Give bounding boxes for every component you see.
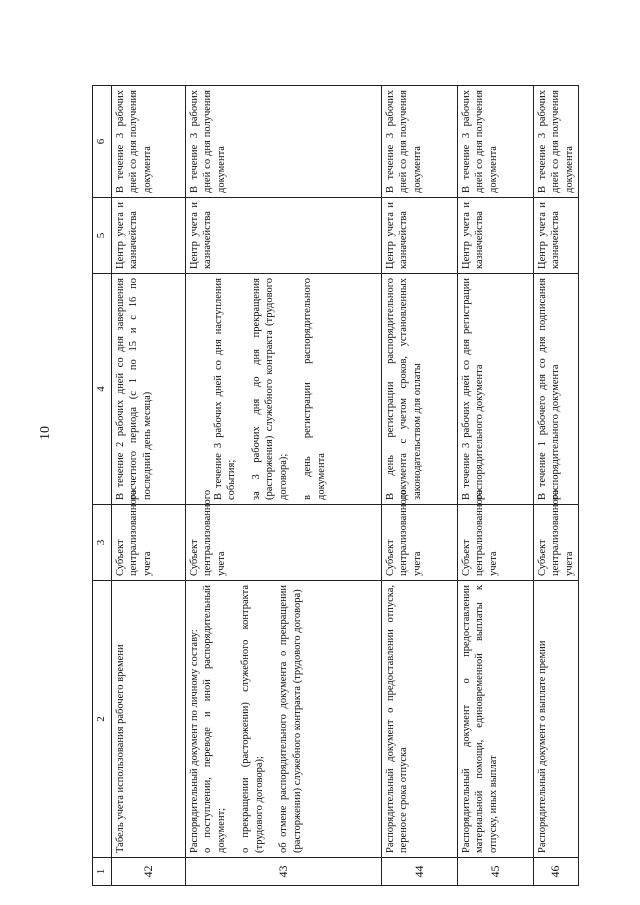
- row-number: 46: [534, 858, 579, 886]
- header-row: [93, 86, 112, 886]
- recipient-cell: Центр учета и казначейства: [186, 198, 382, 274]
- period-cell: В течение 3 рабочих дней со дня получения документа: [186, 86, 382, 198]
- recipient-cell: Центр учета и казначейства: [534, 198, 579, 274]
- table-row: [382, 86, 458, 886]
- table-row: [534, 86, 579, 886]
- deadline-cell: В течение 3 рабочих дней со дня наступления события; за 3 рабочих дня до дня прекращения (расторжения) служебного контракта (трудового договора); в день регистрации распорядительного документа: [186, 274, 382, 505]
- column-header: 3: [93, 505, 112, 581]
- page-number: 10: [38, 426, 53, 440]
- column-header: 4: [93, 274, 112, 505]
- document-name: Распорядительный документ о предоставлении отпуска, переносе срока отпуска: [382, 581, 458, 858]
- period-cell: В течение 3 рабочих дней со дня получения документа: [534, 86, 579, 198]
- period-cell: В течение 3 рабочих дней со дня получения документа: [458, 86, 534, 198]
- subject-cell: Субъект централизованного учета: [534, 505, 579, 581]
- document-name: Табель учета использования рабочего времени: [112, 581, 186, 858]
- subject-cell: Субъект централизованного учета: [186, 505, 382, 581]
- subject-cell: Субъект централизованного учета: [112, 505, 186, 581]
- row-number: 45: [458, 858, 534, 886]
- recipient-cell: Центр учета и казначейства: [382, 198, 458, 274]
- table-row: [458, 86, 534, 886]
- deadline-cell: В течение 3 рабочих дней со дня регистрации распорядительного документа: [458, 274, 534, 505]
- row-number: 43: [186, 858, 382, 886]
- recipient-cell: Центр учета и казначейства: [458, 198, 534, 274]
- document-table: [92, 86, 575, 886]
- document-name: Распорядительный документ о выплате премии: [534, 581, 579, 858]
- column-header: 2: [93, 581, 112, 858]
- column-header: 6: [93, 86, 112, 198]
- period-cell: В течение 3 рабочих дней со дня получения документа: [382, 86, 458, 198]
- document-name: Распорядительный документ о предоставлении материальной помощи, единовременной выплаты к отпуску, иных выплат: [458, 581, 534, 858]
- column-header: 1: [93, 858, 112, 886]
- subject-cell: Субъект централизованного учета: [382, 505, 458, 581]
- recipient-cell: Центр учета и казначейства: [112, 198, 186, 274]
- period-cell: В течение 3 рабочих дней со дня получения документа: [112, 86, 186, 198]
- deadline-cell: В течение 1 рабочего дня со дня подписания распорядительного документа: [534, 274, 579, 505]
- table-row: [112, 86, 186, 886]
- table-row: [186, 86, 382, 886]
- row-number: 42: [112, 858, 186, 886]
- deadline-cell: В день регистрации распорядительного документа с учетом сроков, установленных законодательством для оплаты: [382, 274, 458, 505]
- column-header: 5: [93, 198, 112, 274]
- document-name: Распорядительный документ по личному составу: о поступлении, переводе и иной распорядительный документ; о прекращении (расторжении) служебного контракта (трудового договора); об отмене распорядительного документа о прекращении (расторжении) служебного контракта (трудового договора): [186, 581, 382, 858]
- deadline-cell: В течение 2 рабочих дней со дня завершения расчетного периода (с 1 по 15 и с 16 по последний день месяца): [112, 274, 186, 505]
- row-number: 44: [382, 858, 458, 886]
- subject-cell: Субъект централизованного учета: [458, 505, 534, 581]
